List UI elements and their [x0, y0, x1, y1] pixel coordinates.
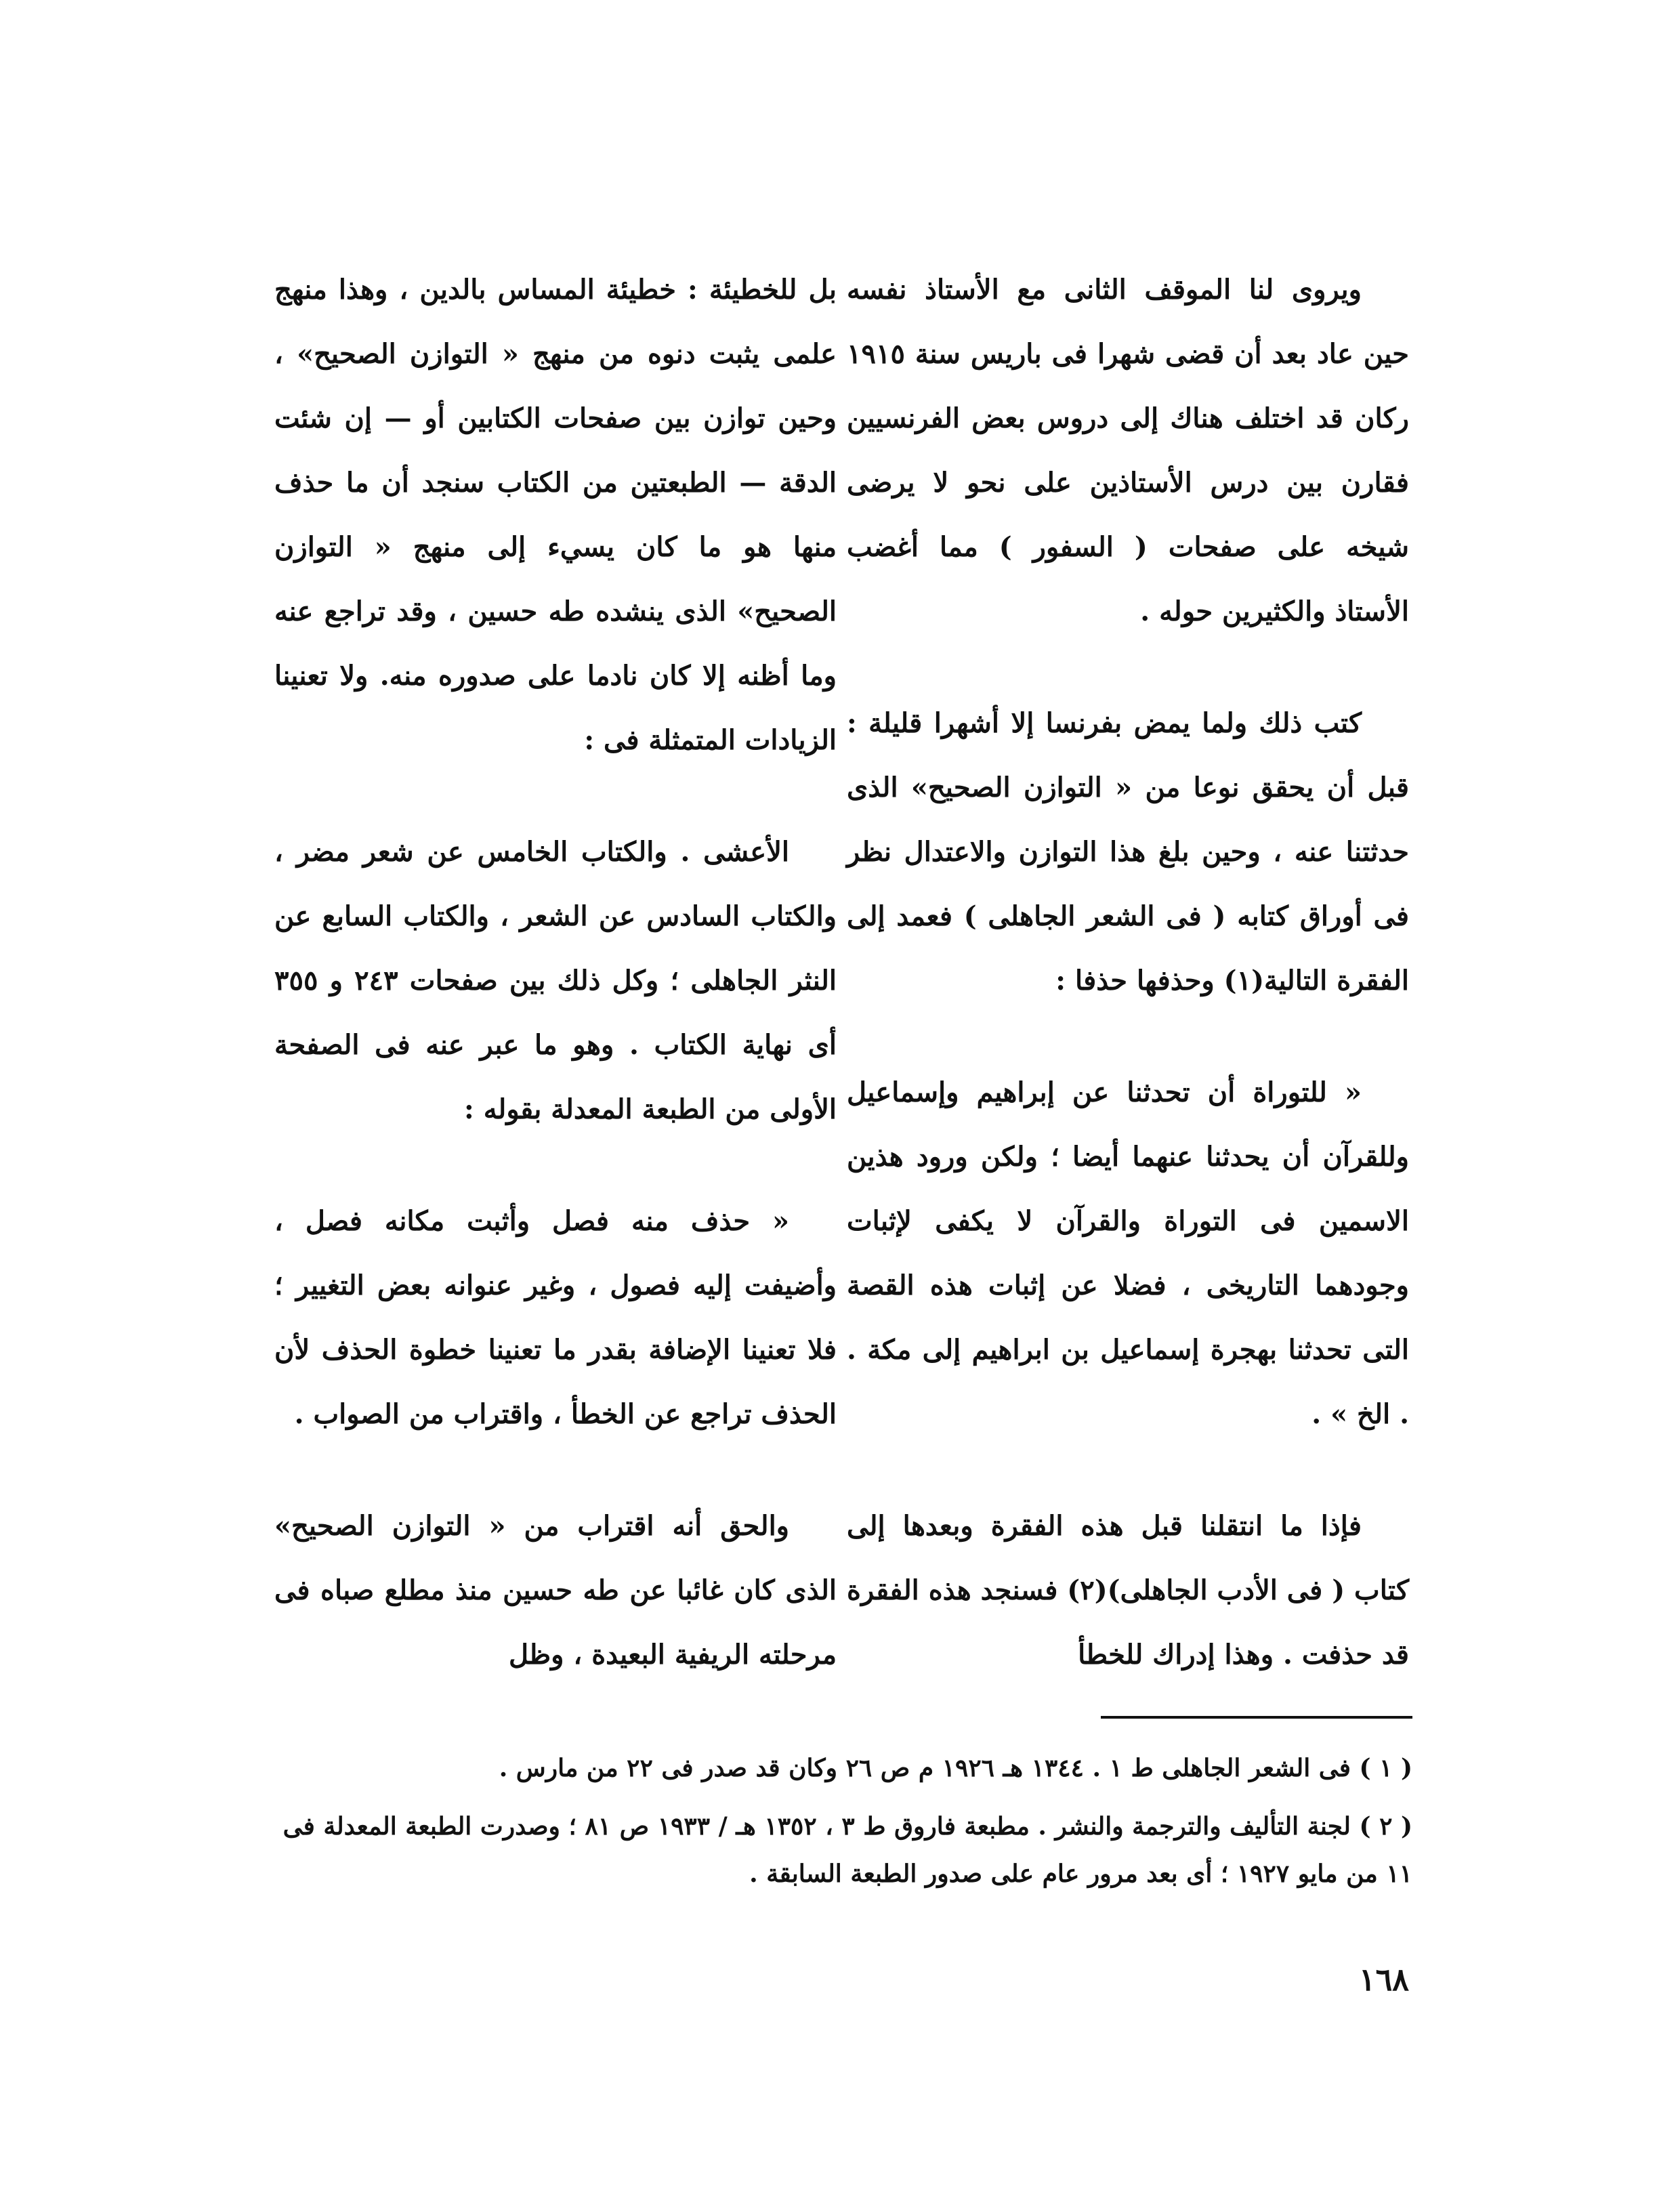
right-paragraph-2: كتب ذلك ولما يمض بفرنسا إلا أشهرا قليلة : قبل أن يحقق نوعا من « التوازن الصحيح» الذى حدثتنا عنه ، وحين بلغ هذا التوازن والاعتدال نظر فى أوراق كتابه ( فى الشعر الجاهلى ) فعمد إلى الفقرة التالية(١) وحذفها حذفا : — [847, 707, 1409, 996]
footnote-2: ( ٢ ) لجنة التأليف والترجمة والنشر . مطبعة فاروق ط ٣ ، ١٣٥٢ هـ / ١٩٣٣ ص ٨١ ؛ وصدرت الطبعة المعدلة فى ١١ من مايو ١٩٢٧ ؛ أى بعد مرور عام على صدور الطبعة السابقة . — [282, 1812, 1412, 1888]
right-paragraph-1: ويروى لنا الموقف الثانى مع الأستاذ نفسه حين عاد بعد أن قضى شهرا فى باريس سنة ١٩١٥ ركان قد اختلف هناك إلى دروس بعض الفرنسيين فقارن بين درس الأستاذين على نحو لا يرضى شيخه على صفحات ( السفور ) مما أغضب الأستاذ والكثيرين حوله . — [847, 274, 1409, 627]
footnotes — [274, 1744, 1412, 1908]
left-text-column — [274, 257, 837, 1734]
left-paragraph-1: بل للخطيئة : خطيئة المساس بالدين ، وهذا منهج علمى يثبت دنوه من منهج « التوازن الصحيح» ، وحين توازن بين صفحات الكتابين أو — إن شئت الدقة — الطبعتين من الكتاب سنجد أن ما حذف منها هو ما كان يسيء إلى منهج « التوازن الصحيح» الذى ينشده طه حسين ، وقد تراجع عنه وما أظنه إلا كان نادما على صدوره منه. ولا تعنينا الزيادات المتمثلة فى : — [274, 274, 837, 756]
right-paragraph-3: « للتوراة أن تحدثنا عن إبراهيم وإسماعيل وللقرآن أن يحدثنا عنهما أيضا ؛ ولكن ورود هذين الاسمين فى التوراة والقرآن لا يكفى لإثبات وجودهما التاريخى ، فضلا عن إثبات هذه القصة التى تحدثنا بهجرة إسماعيل بن ابراهيم إلى مكة . . الخ » . — [847, 1076, 1409, 1430]
page-number: ١٦٨ — [1358, 1961, 1409, 1998]
left-paragraph-3: « حذف منه فصل وأثبت مكانه فصل ، وأضيفت إليه فصول ، وغير عنوانه بعض التغيير ؛ فلا تعنينا الإضافة بقدر ما تعنينا خطوة الحذف لأن الحذف تراجع عن الخطأ ، واقتراب من الصواب . — [274, 1205, 837, 1430]
left-paragraph-4: والحق أنه اقتراب من « التوازن الصحيح» الذى كان غائبا عن طه حسين منذ مطلع صباه فى مرحلته الريفية البعيدة ، وظل — [274, 1510, 837, 1671]
right-text-column — [847, 257, 1409, 1734]
footnote-divider — [1101, 1716, 1412, 1719]
left-paragraph-2: الأعشى . والكتاب الخامس عن شعر مضر ، والكتاب السادس عن الشعر ، والكتاب السابع عن النثر الجاهلى ؛ وكل ذلك بين صفحات ٢٤٣ و ٣٥٥ أى نهاية الكتاب . وهو ما عبر عنه فى الصفحة الأولى من الطبعة المعدلة بقوله : — [274, 836, 837, 1125]
footnote-1: ( ١ ) فى الشعر الجاهلى ط ١ . ١٣٤٤ هـ ١٩٢٦ م ص ٢٦ وكان قد صدر فى ٢٢ من مارس . — [499, 1754, 1412, 1782]
right-paragraph-4: فإذا ما انتقلنا قبل هذه الفقرة وبعدها إلى كتاب ( فى الأدب الجاهلى)(٢) فسنجد هذه الفقرة قد حذفت . وهذا إدراك للخطأ — [846, 1510, 1409, 1671]
